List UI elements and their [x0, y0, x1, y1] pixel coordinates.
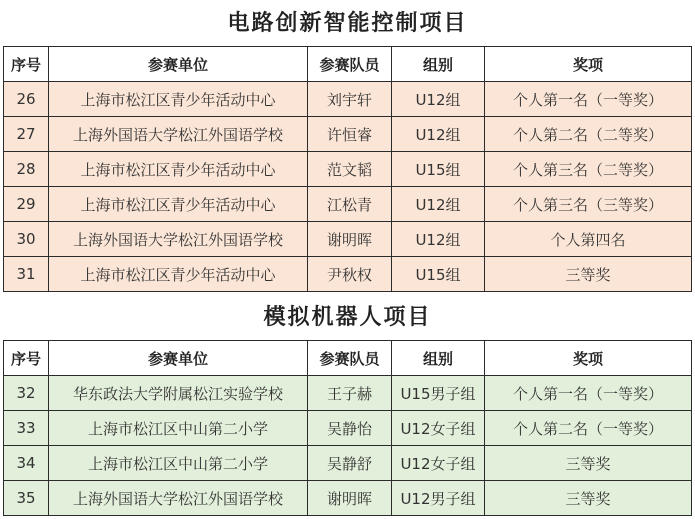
- cell-award: 三等奖: [485, 446, 692, 481]
- cell-award: 个人第二名（一等奖）: [485, 411, 692, 446]
- cell-member: 谢明晖: [308, 222, 392, 257]
- header-no: 序号: [4, 341, 49, 376]
- cell-unit: 上海市松江区青少年活动中心: [49, 82, 308, 117]
- cell-group: U15组: [392, 257, 485, 292]
- table-row: [4, 446, 692, 481]
- table-row: [4, 411, 692, 446]
- table-row: [4, 222, 692, 257]
- cell-award: 个人第四名: [485, 222, 692, 257]
- cell-no: 32: [4, 376, 49, 411]
- cell-member: 许恒睿: [308, 117, 392, 152]
- cell-unit: 上海市松江区中山第二小学: [49, 446, 308, 481]
- cell-unit: 上海外国语大学松江外国语学校: [49, 222, 308, 257]
- circuit-results-table: [3, 46, 692, 292]
- cell-no: 28: [4, 152, 49, 187]
- cell-group: U12男子组: [392, 481, 485, 516]
- cell-award: 三等奖: [485, 257, 692, 292]
- cell-unit: 上海外国语大学松江外国语学校: [49, 117, 308, 152]
- cell-unit: 华东政法大学附属松江实验学校: [49, 376, 308, 411]
- cell-award: 三等奖: [485, 481, 692, 516]
- cell-award: 个人第一名（一等奖）: [485, 376, 692, 411]
- table-row: [4, 82, 692, 117]
- table-row: [4, 117, 692, 152]
- cell-award: 个人第一名（一等奖）: [485, 82, 692, 117]
- cell-group: U15男子组: [392, 376, 485, 411]
- cell-group: U15组: [392, 152, 485, 187]
- cell-group: U12组: [392, 187, 485, 222]
- table-row: [4, 152, 692, 187]
- cell-member: 吴静舒: [308, 446, 392, 481]
- cell-no: 34: [4, 446, 49, 481]
- header-unit: 参赛单位: [49, 47, 308, 82]
- cell-no: 30: [4, 222, 49, 257]
- cell-award: 个人第三名（三等奖）: [485, 187, 692, 222]
- robot-results-table: [3, 340, 692, 516]
- header-unit: 参赛单位: [49, 341, 308, 376]
- cell-unit: 上海市松江区青少年活动中心: [49, 257, 308, 292]
- cell-member: 王子赫: [308, 376, 392, 411]
- table-row: [4, 187, 692, 222]
- header-group: 组别: [392, 341, 485, 376]
- cell-group: U12女子组: [392, 411, 485, 446]
- header-award: 奖项: [485, 341, 692, 376]
- cell-member: 范文韬: [308, 152, 392, 187]
- cell-unit: 上海外国语大学松江外国语学校: [49, 481, 308, 516]
- table-header-row: [4, 341, 692, 376]
- header-member: 参赛队员: [308, 47, 392, 82]
- table-row: [4, 376, 692, 411]
- cell-no: 33: [4, 411, 49, 446]
- cell-award: 个人第三名（二等奖）: [485, 152, 692, 187]
- section-title-circuit: 电路创新智能控制项目: [227, 10, 468, 36]
- cell-group: U12组: [392, 117, 485, 152]
- cell-group: U12组: [392, 222, 485, 257]
- cell-no: 27: [4, 117, 49, 152]
- cell-unit: 上海市松江区青少年活动中心: [49, 187, 308, 222]
- cell-group: U12组: [392, 82, 485, 117]
- table-header-row: [4, 47, 692, 82]
- table-row: [4, 481, 692, 516]
- cell-member: 吴静怡: [308, 411, 392, 446]
- cell-member: 谢明晖: [308, 481, 392, 516]
- header-group: 组别: [392, 47, 485, 82]
- cell-no: 29: [4, 187, 49, 222]
- cell-no: 31: [4, 257, 49, 292]
- table-row: [4, 257, 692, 292]
- cell-award: 个人第二名（二等奖）: [485, 117, 692, 152]
- cell-unit: 上海市松江区青少年活动中心: [49, 152, 308, 187]
- header-no: 序号: [4, 47, 49, 82]
- cell-no: 35: [4, 481, 49, 516]
- header-member: 参赛队员: [308, 341, 392, 376]
- cell-member: 尹秋权: [308, 257, 392, 292]
- cell-unit: 上海市松江区中山第二小学: [49, 411, 308, 446]
- cell-group: U12女子组: [392, 446, 485, 481]
- section-title-robot: 模拟机器人项目: [263, 304, 432, 330]
- cell-member: 刘宇轩: [308, 82, 392, 117]
- cell-member: 江松青: [308, 187, 392, 222]
- header-award: 奖项: [485, 47, 692, 82]
- cell-no: 26: [4, 82, 49, 117]
